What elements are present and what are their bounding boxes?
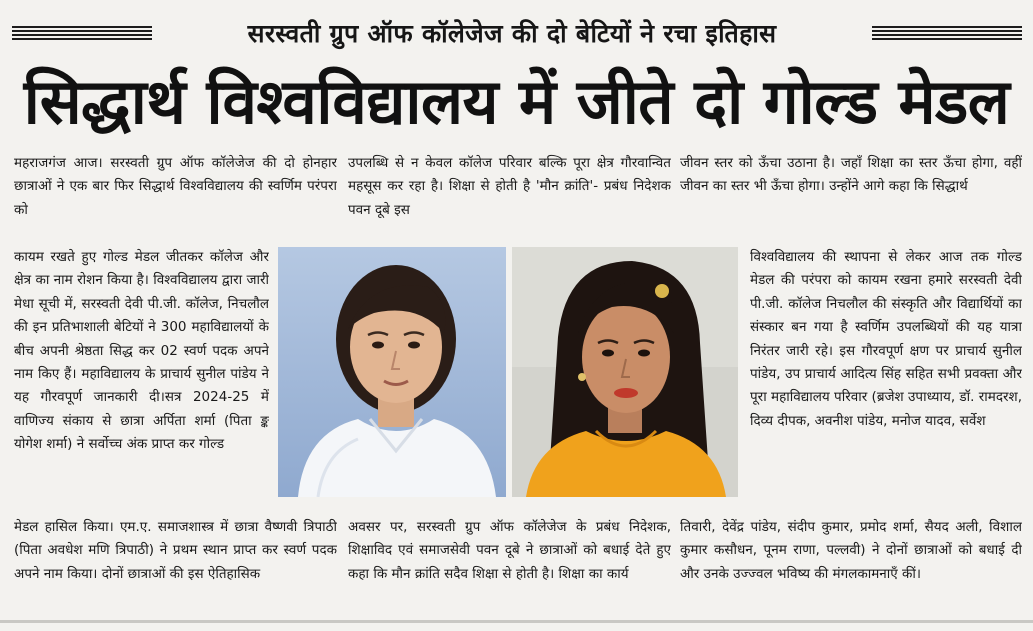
student-photo-left: [278, 247, 506, 497]
kicker-rule-left: [12, 26, 152, 42]
bottom-rule: [0, 620, 1033, 623]
kicker-headline: सरस्वती ग्रुप ऑफ कॉलेजेज की दो बेटियों ने रचा इतिहास: [247, 19, 777, 48]
main-headline: सिद्धार्थ विश्वविद्यालय में जीते दो गोल्ड मेडल: [23, 65, 1010, 138]
article-col3-top: जीवन स्तर को ऊँचा उठाना है। जहाँ शिक्षा का स्तर ऊँचा होगा, वहीं जीवन का स्तर भी ऊँचा होगा। उन्होंने आगे कहा कि सिद्धार्थ: [680, 155, 1022, 195]
article-col3-bottom: तिवारी, देवेंद्र पांडेय, संदीप कुमार, प्रमोद शर्मा, सैयद अली, विशाल कुमार कसौधन, पूनम राणा, पल्लवी) ने दोनों छात्राओं को बधाई दी और उनके उज्ज्वल भविष्य की मंगलकामनाएँ कीं।: [680, 519, 1022, 582]
student-portrait-left: [278, 247, 506, 497]
article-col2-top: उपलब्धि से न केवल कॉलेज परिवार बल्कि पूरा क्षेत्र गौरवान्वित महसूस कर रहा है। शिक्षा से होती है 'मौन क्रांति'- प्रबंध निदेशक पवन दूबे इस: [348, 155, 671, 218]
student-portrait-right: [512, 247, 738, 497]
kicker-rule-right: [872, 26, 1022, 42]
article-col3-mid: विश्वविद्यालय की स्थापना से लेकर आज तक गोल्ड मेडल की परंपरा को कायम रखना हमारे सरस्वती देवी पी.जी. कॉलेज निचलौल की संस्कृति और विद्यार्थियों का संस्कार बन गया है स्वर्णिम उपलब्धियों की यह यात्रा निरंतर जारी रहे। इस गौरवपूर्ण क्षण पर प्राचार्य सुनील पांडेय, उप प्राचार्य आदित्य सिंह सहित सभी प्रवक्ता और पूरा महाविद्यालय परिवार (ब्रजेश उपाध्याय, डॉ. रामदरश, दिव्य दीपक, अवनीश पांडेय, मनोज यादव, सर्वेश: [750, 249, 1022, 429]
article-col2-bottom: अवसर पर, सरस्वती ग्रुप ऑफ कॉलेजेज के प्रबंध निदेशक, शिक्षाविद एवं समाजसेवी पवन दूबे ने छात्राओं को बधाई देते हुए कहा कि मौन क्रांति सदैव शिक्षा से होती है। शिक्षा का कार्य: [348, 519, 671, 582]
article-col1-top: महराजगंज आज। सरस्वती ग्रुप ऑफ कॉलेजेज की दो होनहार छात्राओं ने एक बार फिर सिद्धार्थ विश्वविद्यालय की स्वर्णिम परंपरा को: [14, 155, 337, 218]
article-col1-mid: कायम रखते हुए गोल्ड मेडल जीतकर कॉलेज और क्षेत्र का नाम रोशन किया है। विश्वविद्यालय द्वारा जारी मेधा सूची में, सरस्वती देवी पी.जी. कॉलेज, निचलौल की इन प्रतिभाशाली बेटियों ने 300 महाविद्यालयों के बीच अपनी श्रेष्ठता सिद्ध कर 02 स्वर्ण पदक अपने नाम किए हैं। महाविद्यालय के प्राचार्य सुनील पांडेय ने यह गौरवपूर्ण जानकारी दी।सत्र 2024-25 में वाणिज्य संकाय से छात्रा अर्पिता शर्मा (पिता ङ्क योगेश शर्मा) ने सर्वोच्च अंक प्राप्त कर गोल्ड: [14, 249, 269, 453]
kicker-row: [12, 14, 1022, 54]
article-col1-bottom: मेडल हासिल किया। एम.ए. समाजशास्त्र में छात्रा वैष्णवी त्रिपाठी (पिता अवधेश मणि त्रिपाठी) ने प्रथम स्थान प्राप्त कर स्वर्ण पदक अपने नाम किया। दोनों छात्राओं की इस ऐतिहासिक: [14, 519, 337, 582]
student-photo-right: [512, 247, 738, 497]
